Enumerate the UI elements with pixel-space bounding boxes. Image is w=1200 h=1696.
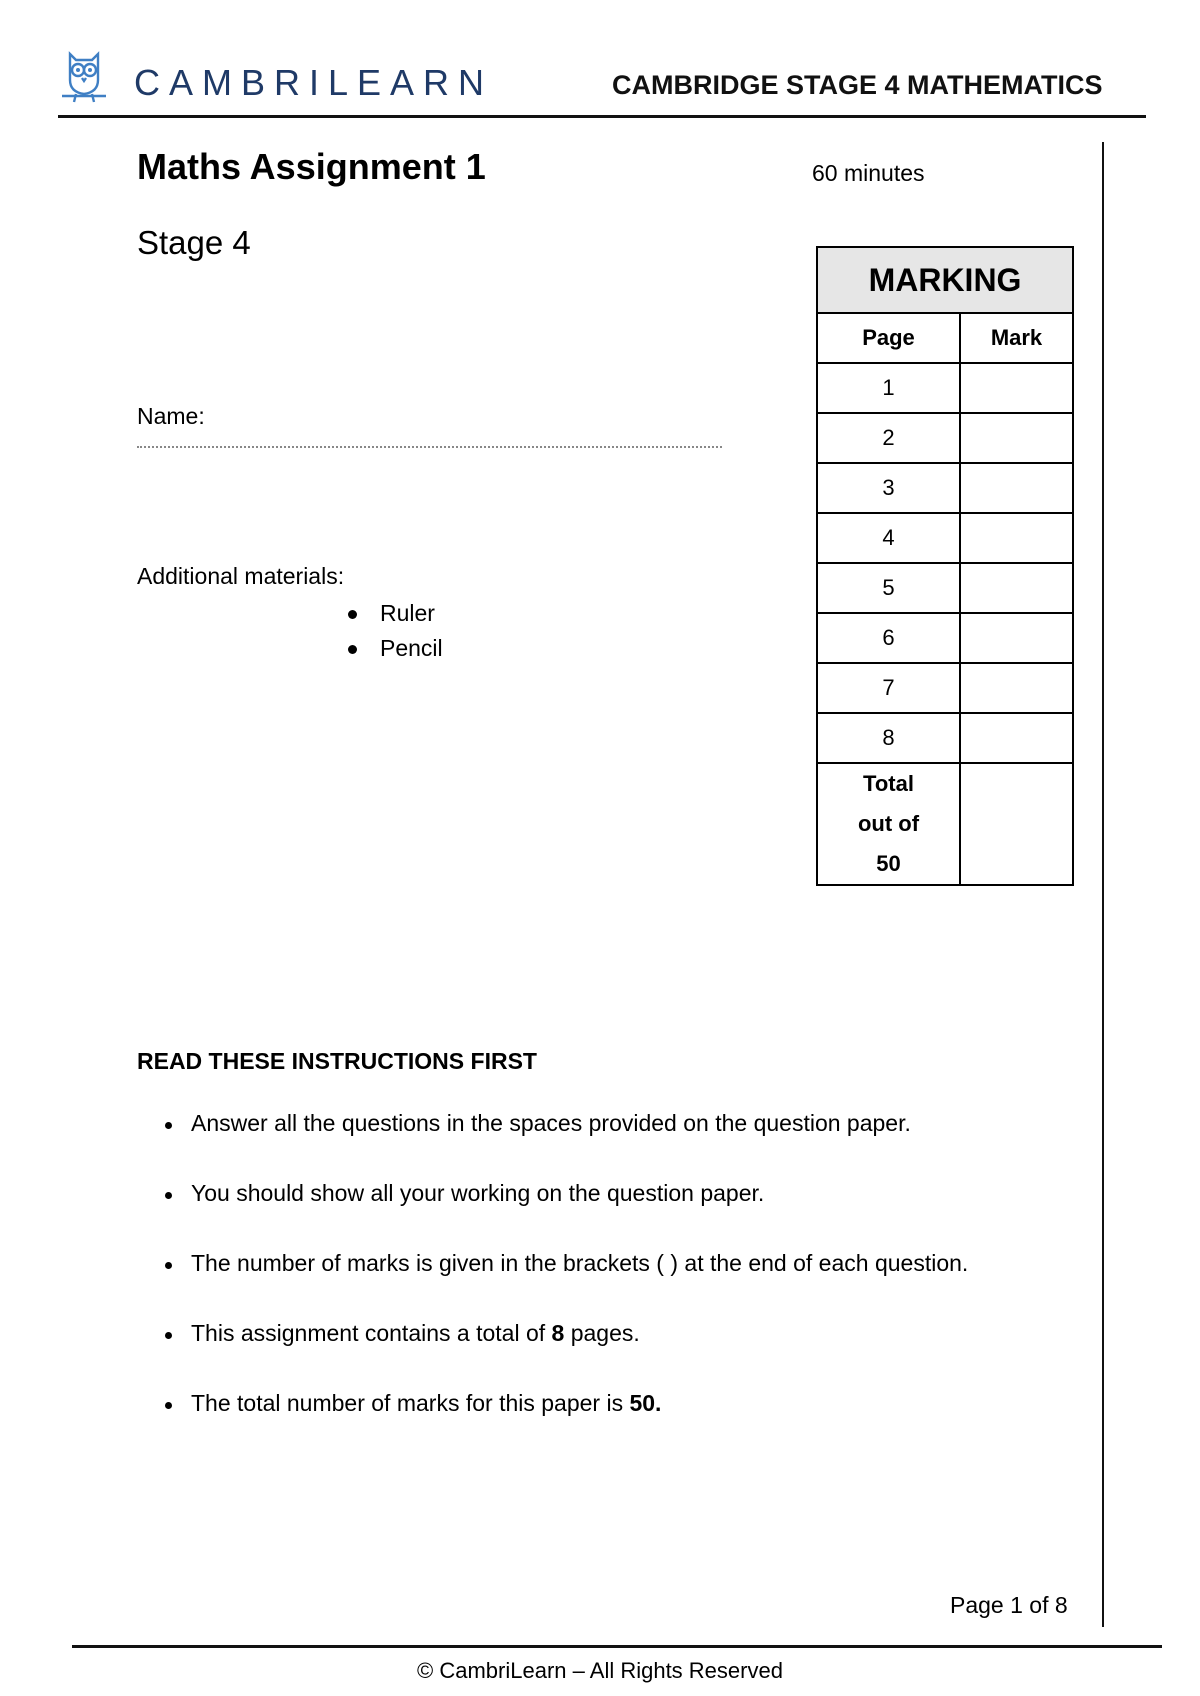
page-cell: 6 bbox=[817, 613, 960, 663]
column-header-mark: Mark bbox=[960, 313, 1073, 363]
marking-table bbox=[816, 246, 1074, 886]
page-title: Maths Assignment 1 bbox=[137, 146, 486, 187]
page-cell: 1 bbox=[817, 363, 960, 413]
list-item: The number of marks is given in the brackets ( ) at the end of each question. bbox=[165, 1250, 1095, 1320]
page-cell: 3 bbox=[817, 463, 960, 513]
copyright-notice: © CambriLearn – All Rights Reserved bbox=[417, 1658, 783, 1683]
page-cell: 2 bbox=[817, 413, 960, 463]
page-cell: 4 bbox=[817, 513, 960, 563]
brand-name: CAMBRILEARN bbox=[134, 62, 494, 103]
instruction-text: This assignment contains a total of bbox=[191, 1320, 552, 1346]
total-label bbox=[817, 763, 960, 885]
page-number: Page 1 of 8 bbox=[950, 1592, 1068, 1618]
instruction-emphasis: 50. bbox=[629, 1390, 662, 1416]
owl-icon bbox=[58, 46, 110, 104]
footer-divider bbox=[72, 1645, 1162, 1648]
list-item bbox=[165, 1320, 1095, 1390]
total-row bbox=[817, 763, 1073, 885]
total-label-line: 50 bbox=[876, 851, 901, 876]
table-row bbox=[817, 363, 1073, 413]
table-row bbox=[817, 713, 1073, 763]
instruction-emphasis: 8 bbox=[551, 1320, 565, 1346]
list-item: Pencil bbox=[348, 631, 443, 666]
page-cell: 5 bbox=[817, 563, 960, 613]
total-mark-cell[interactable] bbox=[960, 763, 1073, 885]
page-cell: 7 bbox=[817, 663, 960, 713]
instruction-text: The total number of marks for this paper is bbox=[191, 1390, 630, 1416]
total-label-line: out of bbox=[857, 811, 920, 836]
marking-heading: MARKING bbox=[817, 247, 1073, 313]
total-label-line: Total bbox=[863, 771, 914, 796]
table-row bbox=[817, 613, 1073, 663]
stage-label: Stage 4 bbox=[137, 224, 251, 261]
materials-list bbox=[348, 596, 443, 666]
column-header-page: Page bbox=[817, 313, 960, 363]
name-label: Name: bbox=[137, 403, 205, 429]
materials-label: Additional materials: bbox=[137, 563, 345, 589]
instructions-heading: READ THESE INSTRUCTIONS FIRST bbox=[137, 1048, 537, 1074]
table-row bbox=[817, 563, 1073, 613]
table-row bbox=[817, 663, 1073, 713]
table-row bbox=[817, 513, 1073, 563]
duration: 60 minutes bbox=[812, 160, 925, 186]
instructions-list bbox=[165, 1110, 1095, 1460]
header-divider bbox=[58, 115, 1146, 118]
page-cell: 8 bbox=[817, 713, 960, 763]
name-field[interactable] bbox=[137, 446, 722, 448]
list-item: Answer all the questions in the spaces provided on the question paper. bbox=[165, 1110, 1095, 1180]
list-item: Ruler bbox=[348, 596, 443, 631]
header-title: CAMBRIDGE STAGE 4 MATHEMATICS bbox=[612, 70, 1103, 100]
mark-cell[interactable] bbox=[960, 363, 1073, 413]
mark-cell[interactable] bbox=[960, 713, 1073, 763]
mark-cell[interactable] bbox=[960, 563, 1073, 613]
mark-cell[interactable] bbox=[960, 413, 1073, 463]
table-row bbox=[817, 413, 1073, 463]
list-item: You should show all your working on the question paper. bbox=[165, 1180, 1095, 1250]
instruction-text: pages. bbox=[564, 1320, 640, 1346]
mark-cell[interactable] bbox=[960, 663, 1073, 713]
margin-line bbox=[1102, 142, 1104, 1627]
mark-cell[interactable] bbox=[960, 613, 1073, 663]
list-item bbox=[165, 1390, 1095, 1460]
mark-cell[interactable] bbox=[960, 463, 1073, 513]
table-row bbox=[817, 463, 1073, 513]
mark-cell[interactable] bbox=[960, 513, 1073, 563]
